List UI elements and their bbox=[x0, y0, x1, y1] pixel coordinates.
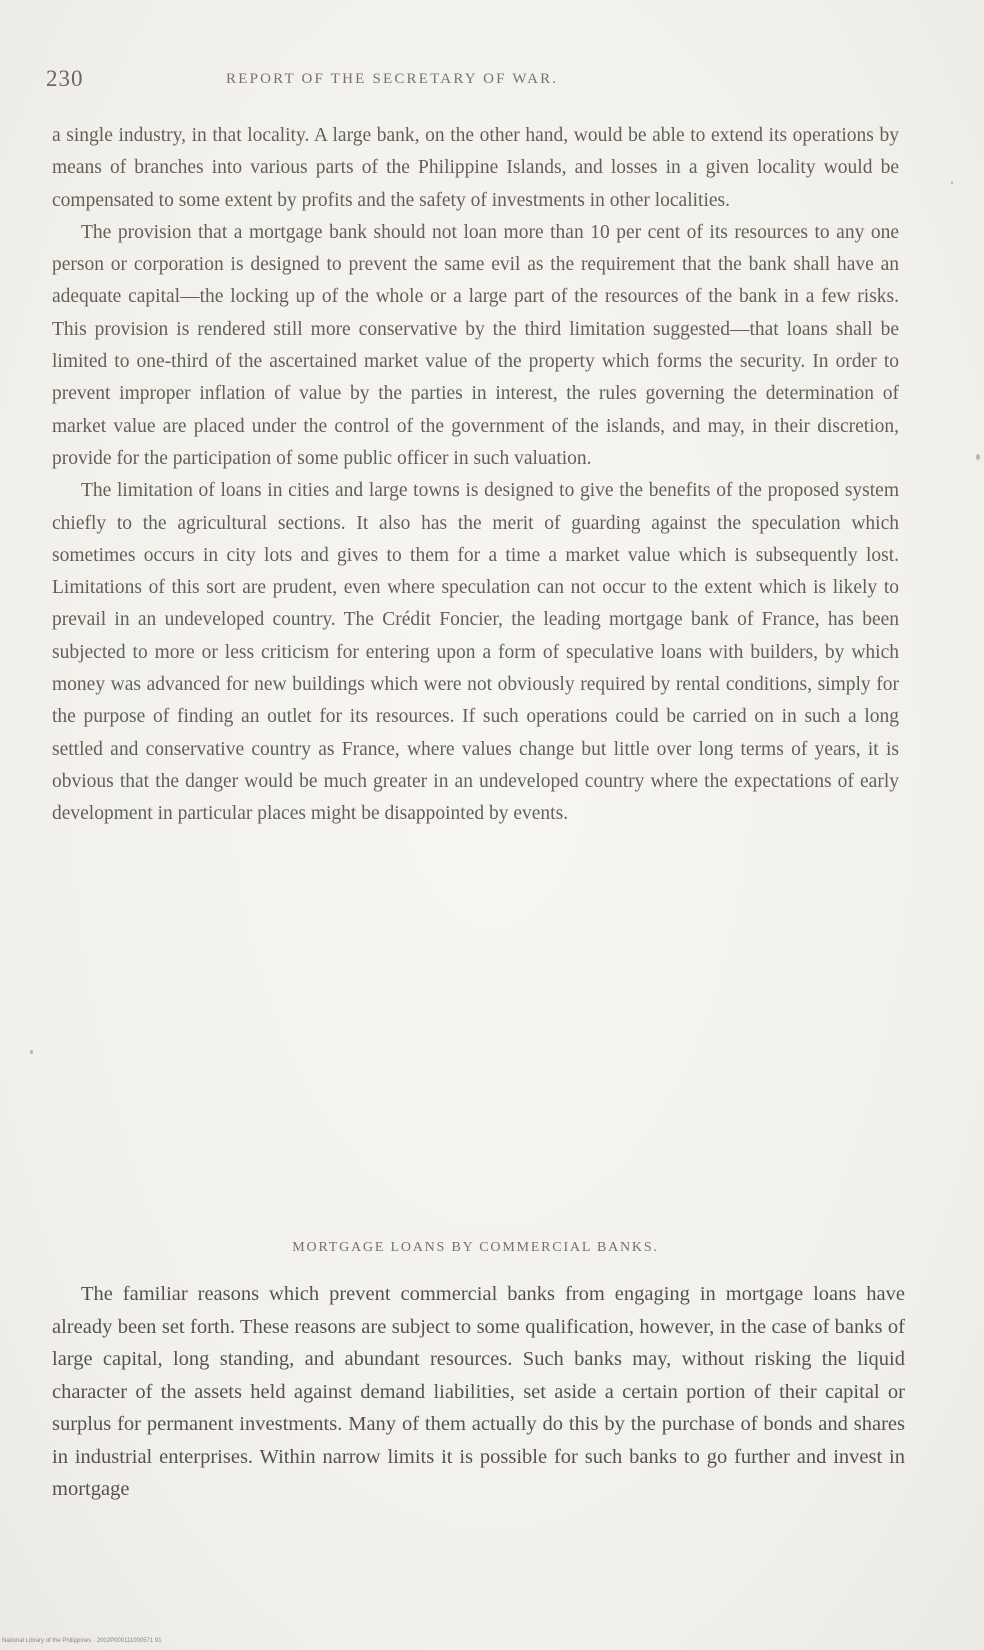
scan-credit-line: National Library of the Philippines · 2002P000111000571 91 bbox=[2, 1638, 162, 1644]
section-heading: MORTGAGE LOANS BY COMMERCIAL BANKS. bbox=[292, 1240, 659, 1255]
scan-speck bbox=[30, 1050, 33, 1054]
paragraph-continued: a single industry, in that locality. A large bank, on the other hand, would be able to extend its operations by means of branches into various parts of the Philippine Islands, and losses in a given locality would be compensated to some extent by profits and the safety of investments in other localities. bbox=[52, 125, 899, 211]
section-body bbox=[52, 1278, 905, 1506]
scan-speck bbox=[976, 454, 980, 460]
body-text bbox=[52, 120, 899, 831]
paragraph-commercial-banks: The familiar reasons which prevent commercial banks from engaging in mortgage loans have already been set forth. These reasons are subject to some qualification, however, in the case of banks of large capital, long standing, and abundant resources. Such banks may, without risking the liquid character of the assets held against demand liabilities, set aside a certain portion of their capital or surplus for permanent investments. Many of them actually do this by the purchase of bonds and shares in industrial enterprises. Within narrow limits it is possible for such banks to go further and invest in mortgage bbox=[52, 1283, 905, 1500]
running-title: REPORT OF THE SECRETARY OF WAR. bbox=[226, 71, 559, 87]
paragraph-city-loans: The limitation of loans in cities and large towns is designed to give the benefits of the proposed system chiefly to the agricultural sections. It also has the merit of guarding against the speculation which sometimes occurs in city lots and gives to them for a time a market value which is subsequently lost. Limitations of this sort are prudent, even where speculation can not occur to the extent which is likely to prevail in an undeveloped country. The Crédit Foncier, the leading mortgage bank of France, has been subjected to more or less criticism for entering upon a form of speculative loans with builders, by which money was advanced for new buildings which were not obviously required by rental conditions, simply for the purpose of finding an outlet for its resources. If such operations could be carried on in such a long settled and conservative country as France, where values change but little over long terms of years, it is obvious that the danger would be much greater in an undeveloped country where the expectations of early development in particular places might be disappointed by events. bbox=[52, 480, 899, 825]
page-header bbox=[46, 66, 906, 96]
scan-speck bbox=[951, 181, 953, 184]
paragraph-mortgage-limit: The provision that a mortgage bank should not loan more than 10 per cent of its resources to any one person or corporation is designed to prevent the same evil as the requirement that the bank shall have an adequate capital—the locking up of the whole or a large part of the resources of the bank in a few risks. This provision is rendered still more conservative by the third limitation suggested—that loans shall be limited to one-third of the ascertained market value of the property which forms the security. In order to prevent improper inflation of value by the parties in interest, the rules governing the determination of market value are placed under the control of the government of the islands, and may, in their discretion, provide for the participation of some public officer in such valuation. bbox=[52, 221, 899, 469]
page-number: 230 bbox=[46, 66, 84, 91]
